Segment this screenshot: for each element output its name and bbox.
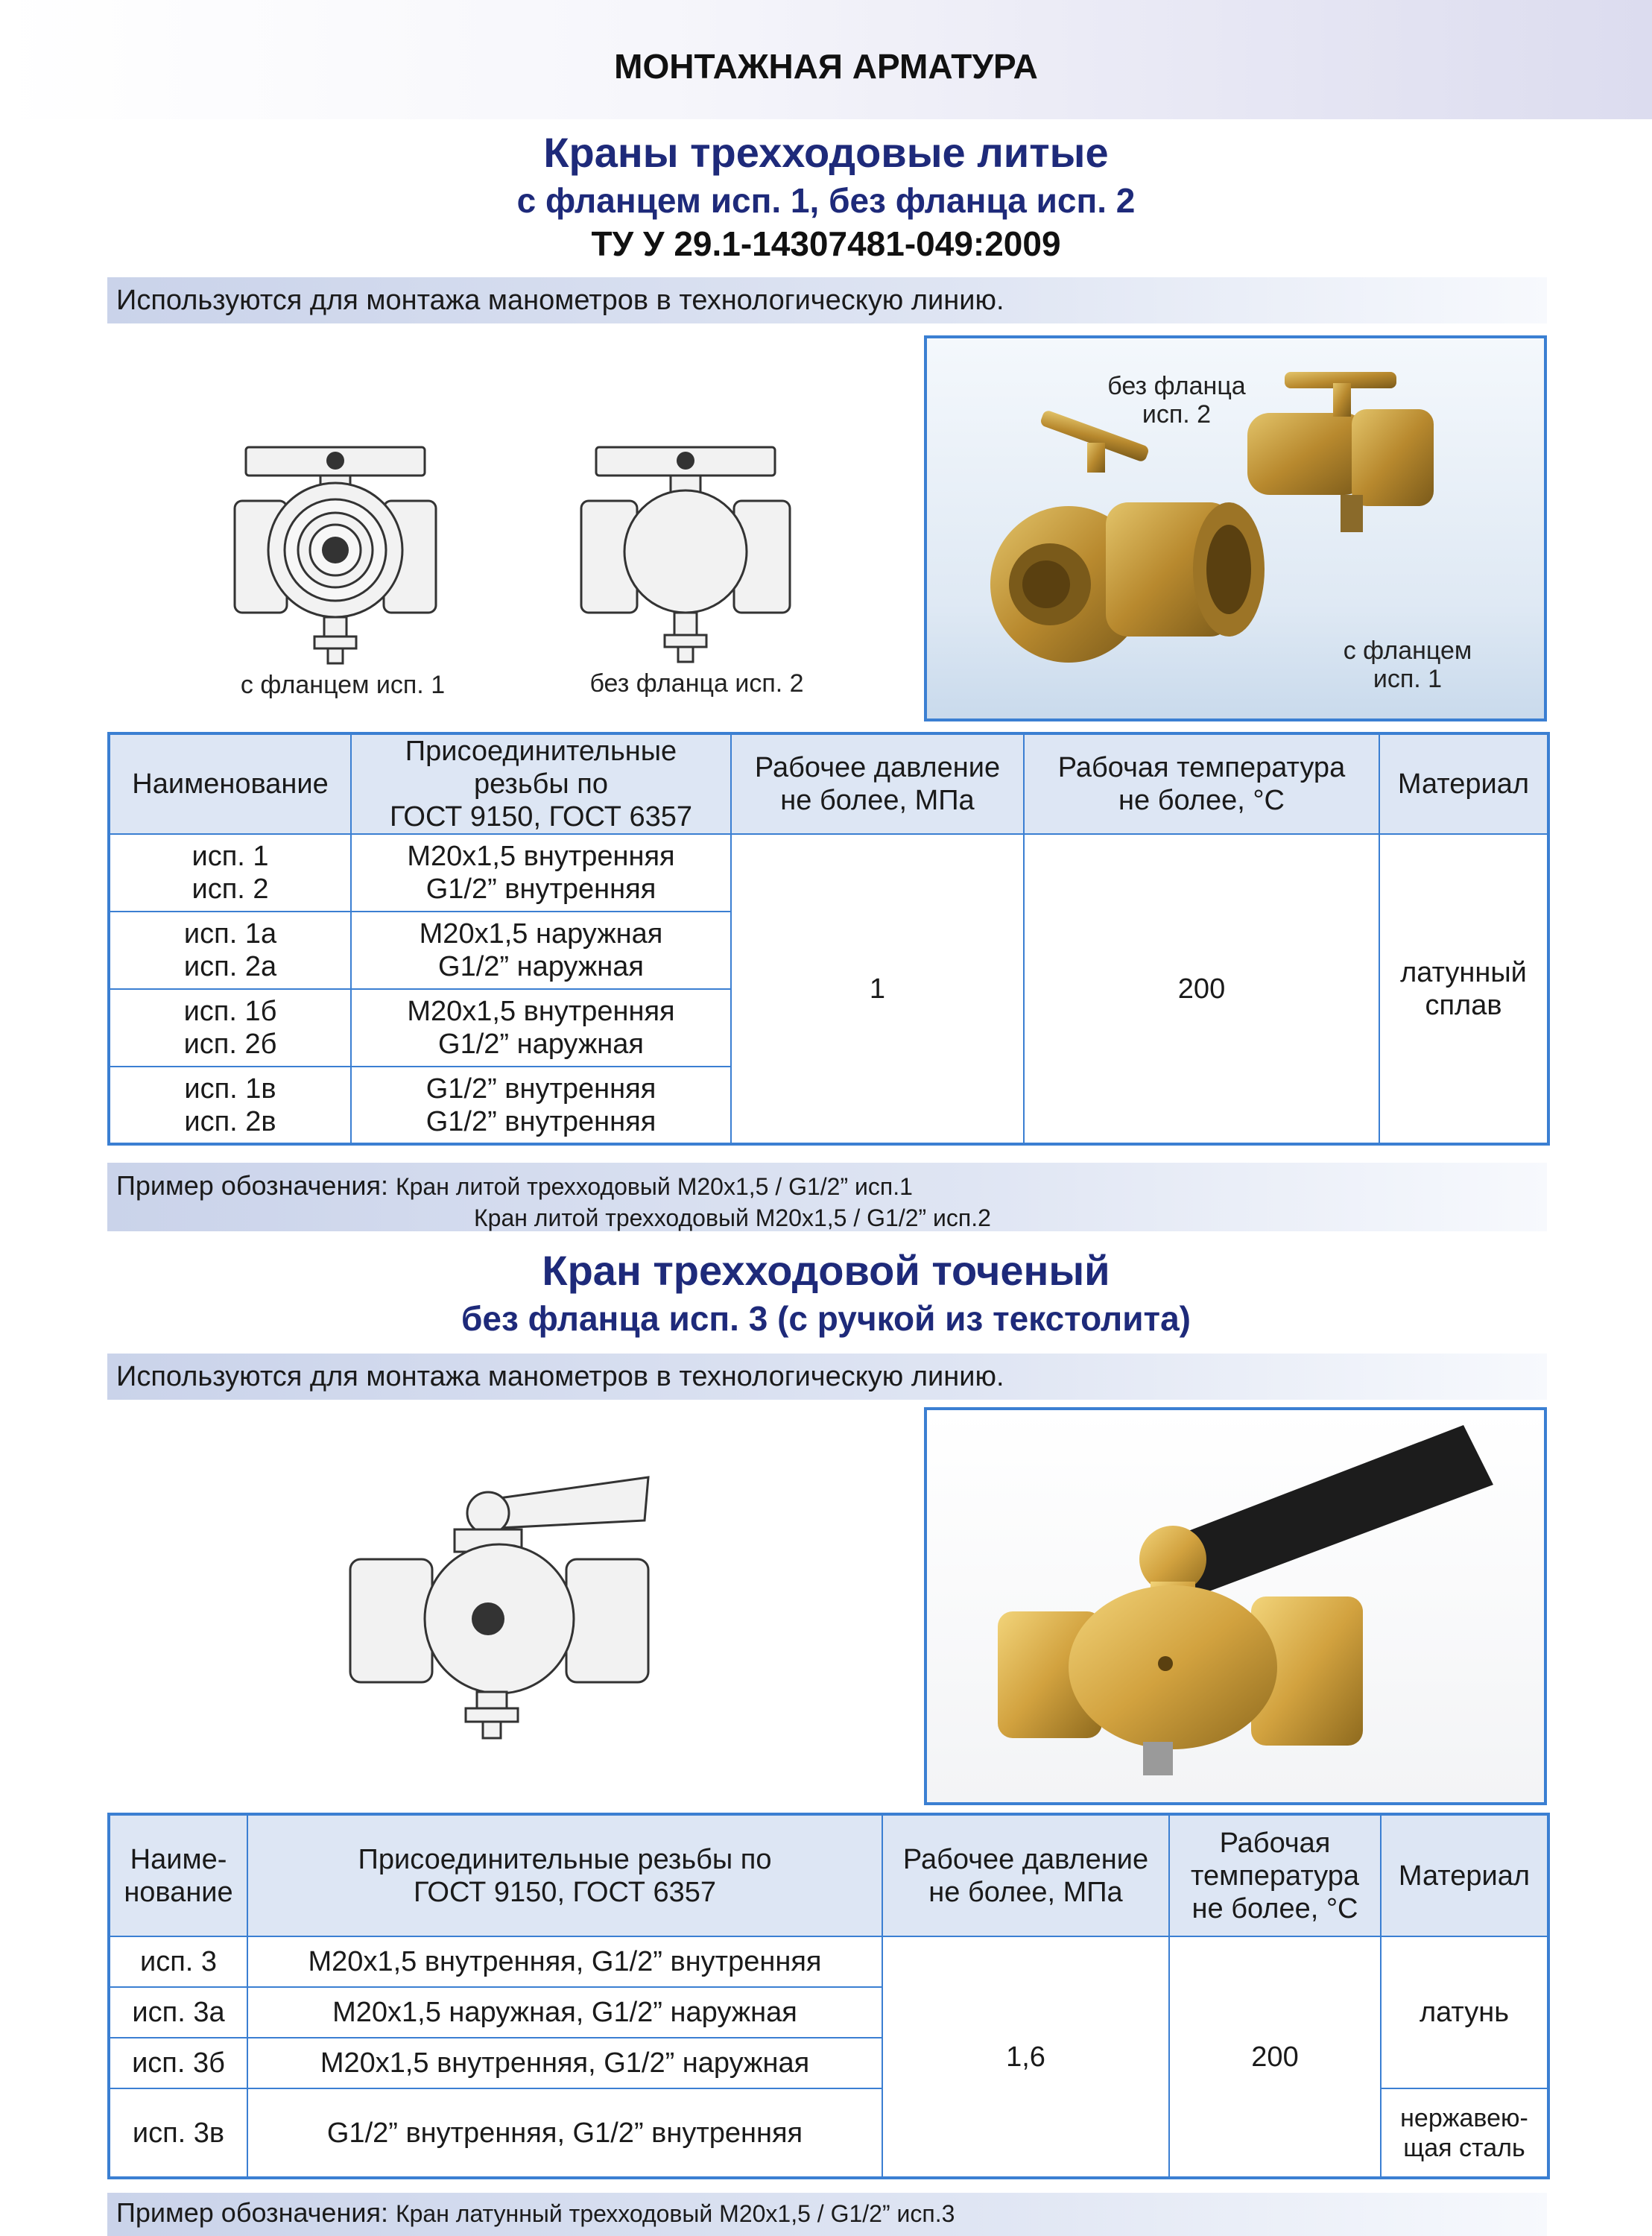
valve-turned-drawing [343, 1461, 656, 1744]
photo-caption-unflanged-num: исп. 2 [1142, 400, 1212, 429]
valve-photo-2 [924, 1407, 1547, 1805]
header-threads: Присоединительные резьбы по ГОСТ 9150, ГОСТ 6357 [351, 733, 731, 834]
example-line-2: Кран литой трехходовый М20х1,5 / G1/2” исп.2 [474, 1204, 991, 1231]
table-row [109, 834, 1548, 912]
header-pressure: Рабочее давление не более, МПа [731, 733, 1024, 834]
table-row [109, 1936, 1548, 1987]
header-temperature: Рабочая температура не более, °C [1024, 733, 1379, 834]
header-threads: Присоединительные резьбы по ГОСТ 9150, ГОСТ 6357 [247, 1814, 882, 1936]
valve-photo-2-art [927, 1410, 1544, 1802]
row-name: исп. 1а исп. 2а [109, 912, 351, 989]
pressure-value: 1,6 [882, 1936, 1169, 2178]
photo-caption-unflanged: без фланца [1107, 372, 1246, 400]
section1-subtitle: с фланцем исп. 1, без фланца исп. 2 [516, 181, 1136, 220]
valve-unflanged-drawing [570, 432, 816, 671]
row-name: исп. 1в исп. 2в [109, 1067, 351, 1144]
valve-photo-1 [924, 335, 1547, 721]
photo-caption-flanged: с фланцем [1343, 637, 1472, 665]
header-material: Материал [1381, 1814, 1548, 1936]
pressure-value: 1 [731, 834, 1024, 1144]
row-threads: М20х1,5 внутренняя, G1/2” наружная [247, 2038, 882, 2088]
row-name: исп. 3в [109, 2088, 247, 2178]
row-name: исп. 3а [109, 1987, 247, 2038]
example-label: Пример обозначения: [116, 1170, 388, 1201]
temperature-value: 200 [1024, 834, 1379, 1144]
section1-title: Краны трехходовые литые [543, 129, 1109, 176]
section1-usage: Используются для монтажа манометров в технологическую линию. [107, 277, 1547, 323]
section1-spec: ТУ У 29.1-14307481-049:2009 [591, 224, 1061, 263]
row-name: исп. 1 исп. 2 [109, 834, 351, 912]
example-label: Пример обозначения: [116, 2197, 388, 2228]
example-line: Кран латунный трехходовый М20х1,5 / G1/2” исп.3 [395, 2200, 955, 2227]
material-value-2: нержавею- щая сталь [1381, 2088, 1548, 2178]
section2-title: Кран трехходовой точеный [542, 1247, 1110, 1294]
row-name: исп. 1б исп. 2б [109, 989, 351, 1067]
row-threads: М20х1,5 внутренняя, G1/2” внутренняя [247, 1936, 882, 1987]
row-threads: М20х1,5 внутренняя G1/2” внутренняя [351, 834, 731, 912]
header-temperature: Рабочая температура не более, °C [1169, 1814, 1381, 1936]
section1-example [107, 1163, 1547, 1231]
drawing-caption-flanged: с фланцем исп. 1 [240, 671, 446, 699]
section1-spec-table [107, 732, 1550, 1146]
header-name: Наиме- нование [109, 1814, 247, 1936]
section2-spec-table [107, 1813, 1550, 2179]
material-value: латунный сплав [1379, 834, 1548, 1144]
drawing-caption-unflanged: без фланца исп. 2 [589, 669, 804, 698]
header-material: Материал [1379, 733, 1548, 834]
material-value: латунь [1381, 1936, 1548, 2088]
row-name: исп. 3б [109, 2038, 247, 2088]
row-name: исп. 3 [109, 1936, 247, 1987]
page-header: МОНТАЖНАЯ АРМАТУРА [614, 47, 1038, 86]
section2-example [107, 2193, 1547, 2236]
section2-usage: Используются для монтажа манометров в технологическую линию. [107, 1354, 1547, 1400]
section2-subtitle: без фланца исп. 3 (с ручкой из текстолита) [461, 1299, 1191, 1338]
row-threads: G1/2” внутренняя G1/2” внутренняя [351, 1067, 731, 1144]
row-threads: G1/2” внутренняя, G1/2” внутренняя [247, 2088, 882, 2178]
row-threads: М20х1,5 наружная, G1/2” наружная [247, 1987, 882, 2038]
row-threads: М20х1,5 наружная G1/2” наружная [351, 912, 731, 989]
photo-caption-flanged-num: исп. 1 [1373, 665, 1443, 693]
valve-flanged-drawing [216, 432, 469, 671]
temperature-value: 200 [1169, 1936, 1381, 2178]
header-name: Наименование [109, 733, 351, 834]
header-pressure: Рабочее давление не более, МПа [882, 1814, 1169, 1936]
example-line-1: Кран литой трехходовый М20х1,5 / G1/2” исп.1 [395, 1173, 913, 1200]
row-threads: М20х1,5 внутренняя G1/2” наружная [351, 989, 731, 1067]
